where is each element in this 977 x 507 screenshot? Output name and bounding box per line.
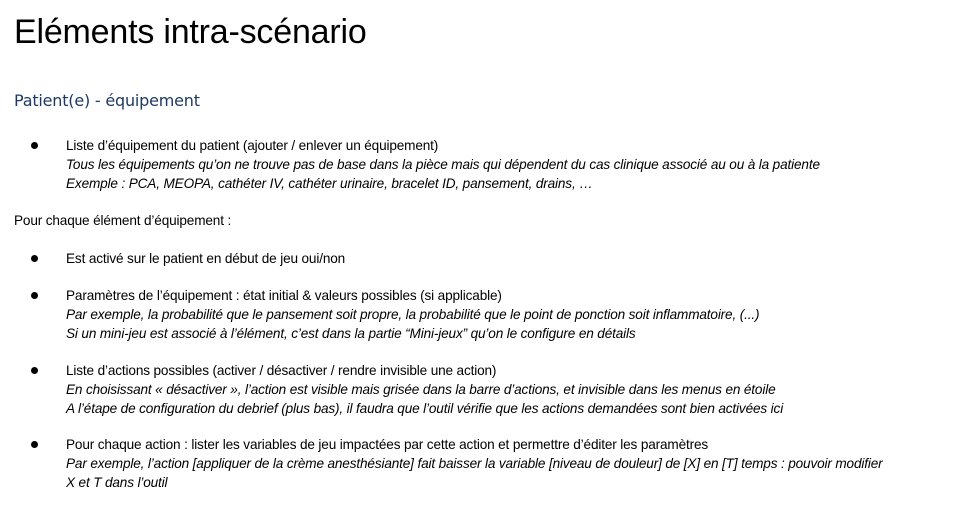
section-heading: Patient(e) - équipement [14, 91, 200, 110]
list-item-label: Liste d’équipement du patient (ajouter / enlever un équipement) [66, 138, 439, 153]
list-item-detail: Par exemple, la probabilité que le pansement soit propre, la probabilité que le point de ponction soit inflammatoire, (...) [66, 307, 760, 322]
list-item-label: Pour chaque action : lister les variables de jeu impactées par cette action et permettre d’éditer les paramètres [66, 437, 709, 452]
list-item-detail: En choisissant « désactiver », l’action est visible mais grisée dans la barre d’actions, et invisible dans les menus en étoile [66, 382, 776, 397]
list-item-detail: Par exemple, l’action [appliquer de la crème anesthésiante] fait baisser la variable [niveau de douleur] de [X] en [T] temps : pouvoir modifier [66, 456, 883, 471]
list-item-detail: X et T dans l’outil [66, 475, 168, 490]
list-item-detail: Si un mini-jeu est associé à l’élément, c’est dans la partie “Mini-jeux” qu’on le configure en détails [66, 326, 636, 341]
list-item-label: Paramètres de l’équipement : état initial & valeurs possibles (si applicable) [66, 288, 502, 303]
list-item-detail: Exemple : PCA, MEOPA, cathéter IV, cathéter urinaire, bracelet ID, pansement, drains, … [66, 176, 593, 191]
list-item-label: Est activé sur le patient en début de jeu oui/non [66, 251, 346, 266]
per-item-intro-paragraph: Pour chaque élément d’équipement : [14, 213, 232, 228]
page-title: Eléments intra-scénario [14, 13, 367, 51]
bullet-icon [31, 367, 38, 374]
bullet-icon [31, 292, 38, 299]
list-item-label: Liste d’actions possibles (activer / désactiver / rendre invisible une action) [66, 363, 497, 378]
list-item-detail: Tous les équipements qu’on ne trouve pas de base dans la pièce mais qui dépendent du cas clinique associé au ou à la patiente [66, 157, 820, 172]
bullet-icon [31, 441, 38, 448]
bullet-icon [31, 142, 38, 149]
bullet-icon [31, 255, 38, 262]
list-item-detail: A l’étape de configuration du debrief (plus bas), il faudra que l’outil vérifie que les actions demandées sont bien activées ici [66, 401, 784, 416]
